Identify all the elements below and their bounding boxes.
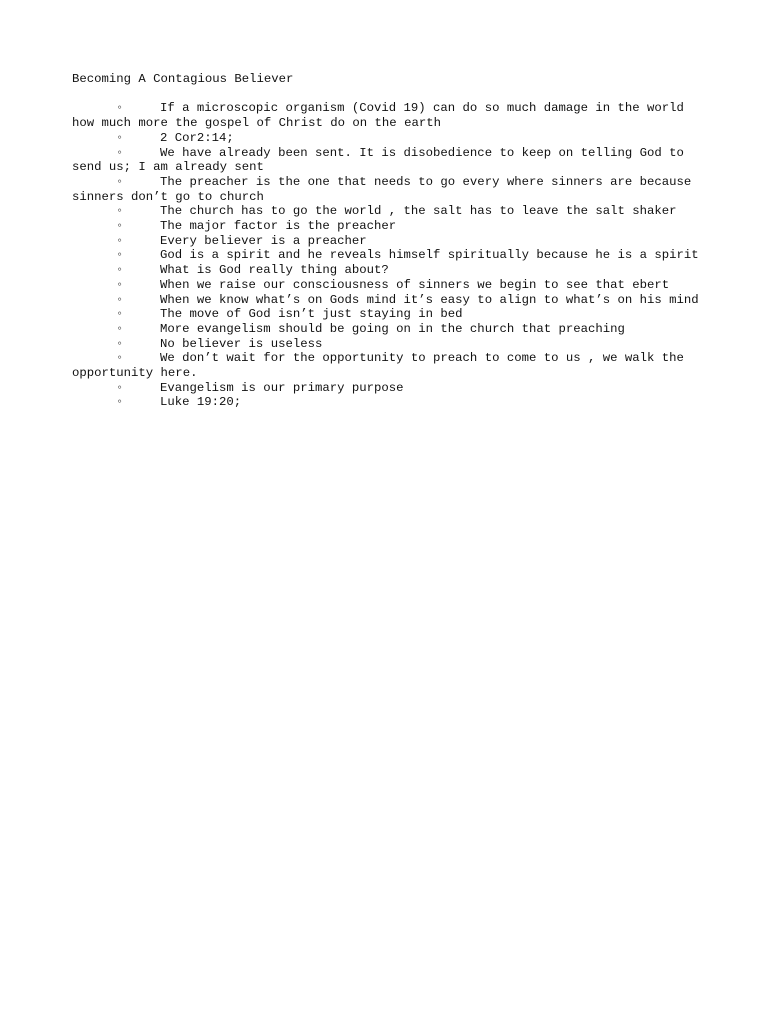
bullet-icon: ◦ [116,219,124,234]
bullet-icon: ◦ [116,380,124,395]
bullet-icon: ◦ [116,204,124,219]
list-item-text: The move of God isn’t just staying in bed [160,307,463,322]
list-item-text: More evangelism should be going on in the church that preaching [160,321,625,336]
list-item [72,204,704,219]
list-item [72,322,704,337]
list-item-text: 2 Cor2:14; [160,130,234,145]
list-item [72,248,704,263]
list-item [72,307,704,322]
list-item-text: The church has to go the world , the salt has to leave the salt shaker [160,204,677,219]
list-item [72,351,704,380]
bullet-icon: ◦ [116,351,124,366]
list-item-text: Luke 19:20; [160,395,242,410]
list-item [72,395,704,410]
list-item-text: We don’t wait for the opportunity to preach to come to us , we walk the opportunity here. [72,351,692,381]
bullet-icon: ◦ [116,336,124,351]
list-item [72,146,704,175]
document-title: Becoming A Contagious Believer [72,72,294,86]
list-item [72,131,704,146]
list-item-text: When we raise our consciousness of sinners we begin to see that ebert [160,277,670,292]
list-item-text: If a microscopic organism (Covid 19) can do so much damage in the world how much more the gospel of Christ do on the earth [72,101,692,131]
list-item-text: God is a spirit and he reveals himself spiritually because he is a spirit [160,248,699,263]
list-item [72,101,704,130]
list-item-text: We have already been sent. It is disobedience to keep on telling God to send us; I am already sent [72,145,692,175]
bullet-icon: ◦ [116,130,124,145]
list-item [72,337,704,352]
list-item [72,175,704,204]
bullet-icon: ◦ [116,233,124,248]
list-item [72,219,704,234]
bullet-icon: ◦ [116,321,124,336]
document-body [72,72,704,410]
list-item [72,234,704,249]
bullet-icon: ◦ [116,174,124,189]
bullet-icon: ◦ [116,292,124,307]
list-item-text: When we know what’s on Gods mind it’s easy to align to what’s on his mind [160,292,699,307]
bullet-icon: ◦ [116,248,124,263]
list-item-text: What is God really thing about? [160,263,389,278]
bullet-icon: ◦ [116,395,124,410]
bullet-list [72,101,704,410]
list-item-text: The major factor is the preacher [160,219,397,234]
list-item [72,293,704,308]
list-item-text: The preacher is the one that needs to go every where sinners are because sinners don’t go to church [72,174,699,204]
list-item [72,278,704,293]
bullet-icon: ◦ [116,277,124,292]
list-item-text: No believer is useless [160,336,323,351]
list-item [72,381,704,396]
bullet-icon: ◦ [116,145,124,160]
bullet-icon: ◦ [116,263,124,278]
bullet-icon: ◦ [116,307,124,322]
bullet-icon: ◦ [116,101,124,116]
list-item-text: Every believer is a preacher [160,233,367,248]
list-item-text: Evangelism is our primary purpose [160,380,404,395]
list-item [72,263,704,278]
